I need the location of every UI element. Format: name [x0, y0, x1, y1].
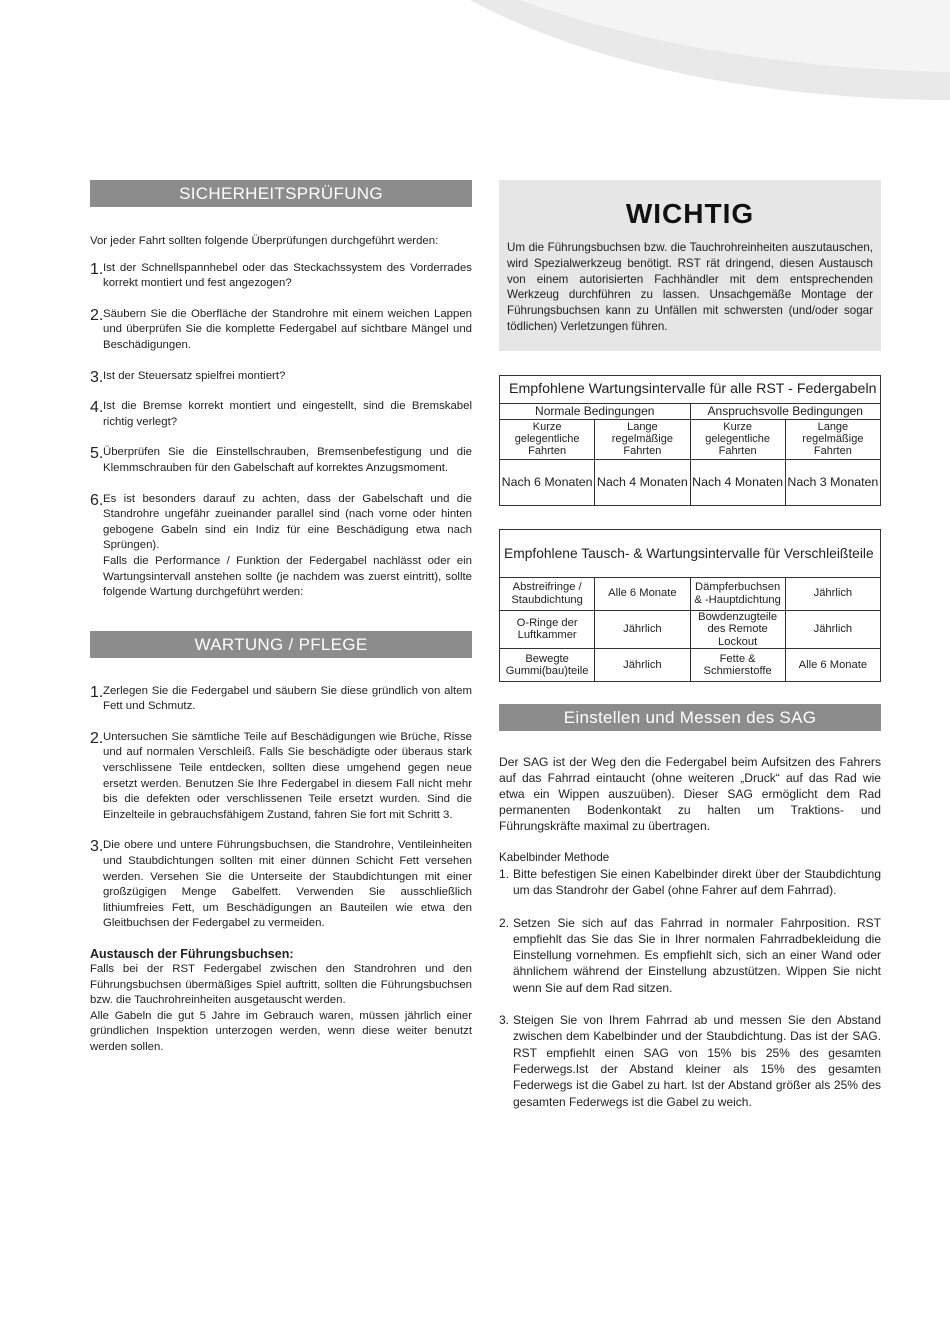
method-heading: Kabelbinder Methode [499, 851, 610, 864]
safety-followup: Falls die Performance / Funktion der Federgabel nachlässt oder ein Wartungsintervall anstehen sollte (je nachdem was zuerst eintritt), sollte folgende Wartung durchgeführt werden: [103, 554, 472, 599]
safety-heading: SICHERHEITSPRÜFUNG [90, 180, 472, 207]
sag-intro: Der SAG ist der Weg den die Federgabel beim Aufsitzen des Fahrers auf das Fahrrad eintaucht (ohne weiteren „Druck“ auf das Rad wie etwa ein Wippen auszuüben). Dieser SAG ermöglicht dem Rad permanenten Bodenkontakt zu halten um Traktions- und Führungskräfte maximal zu übertragen. [499, 755, 881, 833]
table-cell: Nach 3 Monaten [785, 459, 880, 505]
wear-parts-table [499, 529, 881, 683]
list-item: 6. Es ist besonders darauf zu achten, dass der Gabelschaft und die Standrohre ungefähr zueinander parallel sind (nach vorne oder hinten gebogene Gabeln sind ein Indiz für eine Beschädigung etwa nach Sprüngen). Falls die Performance / Funktion der Federgabel nachlässt oder ein Wartungsintervall anstehen sollte (je nachdem was zuerst eintritt), sollte folgende Wartung durchgeführt werden: [90, 492, 472, 601]
table-title: Empfohlene Wartungsintervalle für alle RST - Federgabeln [500, 376, 881, 404]
list-item: 1. Zerlegen Sie die Federgabel und säubern Sie diese gründlich von altem Fett und Schmutz. [90, 683, 472, 713]
important-notice [499, 180, 881, 351]
table-row: Abstreifringe / Staubdichtung Alle 6 Monate Dämpferbuchsen & -Hauptdichtung Jährlich [500, 577, 881, 610]
list-item: 3. Ist der Steuersatz spielfrei montiert? [90, 368, 286, 386]
important-title: WICHTIG [625, 198, 755, 229]
important-text: Um die Führungsbuchsen bzw. die Tauchrohreinheiten auszutauschen, wird Spezialwerkzeug benötigt. RST rät dringend, diesen Austausch von einem autorisierten Fachhändler mit dem entsprechenden Werkzeug durchführen zu lassen. Unsachgemäße Montage der Führungsbuchsen kann zu Unfällen mit schwersten (und/oder sogar tödlichen) Verletzungen führen. [507, 241, 873, 333]
table-cell: Kurze gelegentliche Fahrten [690, 419, 785, 459]
list-item: 3. Die obere und untere Führungsbuchsen, die Standrohre, Ventileinheiten und Staubdichtungen sollten mit einer dünnen Schicht Fett versehen werden. Versehen Sie die Unterseite der Staubdichtungen mit einer großzügigen Menge Gabelfett. Verwenden Sie ausschließlich lithiumfreies Fett, um Beschädigungen an Bauteilen wie etwa den Gleitbuchsen der Federgabel zu vermeiden. [90, 838, 472, 930]
right-column [499, 180, 881, 1126]
sag-steps [499, 866, 881, 1110]
bushing-text: Falls bei der RST Federgabel zwischen den Standrohren und den Führungsbuchsen übermäßiges Spiel auftritt, sollten die Führungsbuchsen bzw. die Tauchrohreinheiten ausgetauscht werden. [90, 963, 472, 1007]
list-item: 2. Säubern Sie die Oberfläche der Standrohre mit einem weichen Lappen und überprüfen Sie die komplette Federgabel auf sichtbare Mängel und Beschädigungen. [90, 306, 472, 351]
safety-checklist [90, 261, 472, 601]
table-cell: Nach 6 Monaten [500, 459, 595, 505]
table-cell: Nach 4 Monaten [595, 459, 690, 505]
left-column [90, 180, 472, 1056]
table-header: Normale Bedingungen [500, 404, 691, 420]
sag-heading: Einstellen und Messen des SAG [499, 704, 881, 731]
list-item: 5. Überprüfen Sie die Einstellschrauben, Bremsenbefestigung und die Klemmschrauben für den Gabelschaft auf korrektes Anzugsmoment. [90, 445, 472, 474]
maintenance-steps [90, 684, 472, 932]
page-corner-swoosh [0, 0, 950, 130]
list-item: 2. Untersuchen Sie sämtliche Teile auf Beschädigungen wie Brüche, Risse und auf normalen Verschleiß. Falls Sie beschädigte oder überaus stark verschlissene Teile entdecken, sollten diese umgehend gegen neue ersetzt werden. Benutzen Sie Ihre Federgabel in diesem Fall nicht mehr bis die defekten oder verschlissenen Teile ersetzt wurden. Sind die Einzelteile in gebrauchsfähigem Zustand, fahren Sie fort mit Schritt 3. [90, 729, 472, 821]
table-row: O-Ringe der Luftkammer Jährlich Bowdenzugteile des Remote Lockout Jährlich [500, 610, 881, 649]
table-cell: Nach 4 Monaten [690, 459, 785, 505]
list-item: 3. Steigen Sie von Ihrem Fahrrad ab und messen Sie den Abstand zwischen dem Kabelbinder und der Staubdichtung. Das ist der SAG. RST empfiehlt einen SAG von 15% bis 25% des gesamten Federwegs.Ist der Abstand kleiner als 15% des gesamten Federwegs ist die Gabel zu hart. Ist der Abstand größer als 25% des gesamten Federwegs ist die Gabel zu weich. [499, 1013, 881, 1109]
table-cell: Lange regelmäßige Fahrten [785, 419, 880, 459]
table-header: Anspruchsvolle Bedingungen [690, 404, 881, 420]
table-cell: Kurze gelegentliche Fahrten [500, 419, 595, 459]
list-item: 1. Ist der Schnellspannhebel oder das Steckachssystem des Vorderrades korrekt montiert und fest angezogen? [90, 260, 472, 290]
bushing-inspection-text: Alle Gabeln die gut 5 Jahre im Gebrauch waren, müssen jährlich einer gründlichen Inspektion unterzogen werden, wenn diese weiter benutzt werden sollen. [90, 1009, 472, 1053]
table-title: Empfohlene Tausch- & Wartungsintervalle für Verschleißteile [500, 529, 881, 577]
maintenance-heading: WARTUNG / PFLEGE [90, 631, 472, 658]
service-interval-table [499, 375, 881, 506]
list-item: 4. Ist die Bremse korrekt montiert und eingestellt, sind die Bremskabel richtig verlegt? [90, 399, 472, 428]
table-cell: Lange regelmäßige Fahrten [595, 419, 690, 459]
list-item: 1. Bitte befestigen Sie einen Kabelbinder direkt über der Staubdichtung um das Standrohr der Gabel (ohne Fahrer auf dem Fahrrad). [499, 867, 881, 898]
bushing-heading: Austausch der Führungsbuchsen: [90, 947, 294, 961]
safety-intro: Vor jeder Fahrt sollten folgende Überprüfungen durchgeführt werden: [90, 235, 439, 247]
table-row: Bewegte Gummi(bau)teile Jährlich Fette & Schmierstoffe Alle 6 Monate [500, 649, 881, 682]
list-item: 2. Setzen Sie sich auf das Fahrrad in normaler Fahrposition. RST empfiehlt das Sie das Sie in Ihrer normalen Fahrradbekleidung die Einstellung vornehmen. Es empfiehlt sich, sich an einer Wand oder ähnlichem während der Einstellung abzustützen. Wippen Sie nicht wenn Sie auf dem Rad sitzen. [499, 915, 881, 995]
